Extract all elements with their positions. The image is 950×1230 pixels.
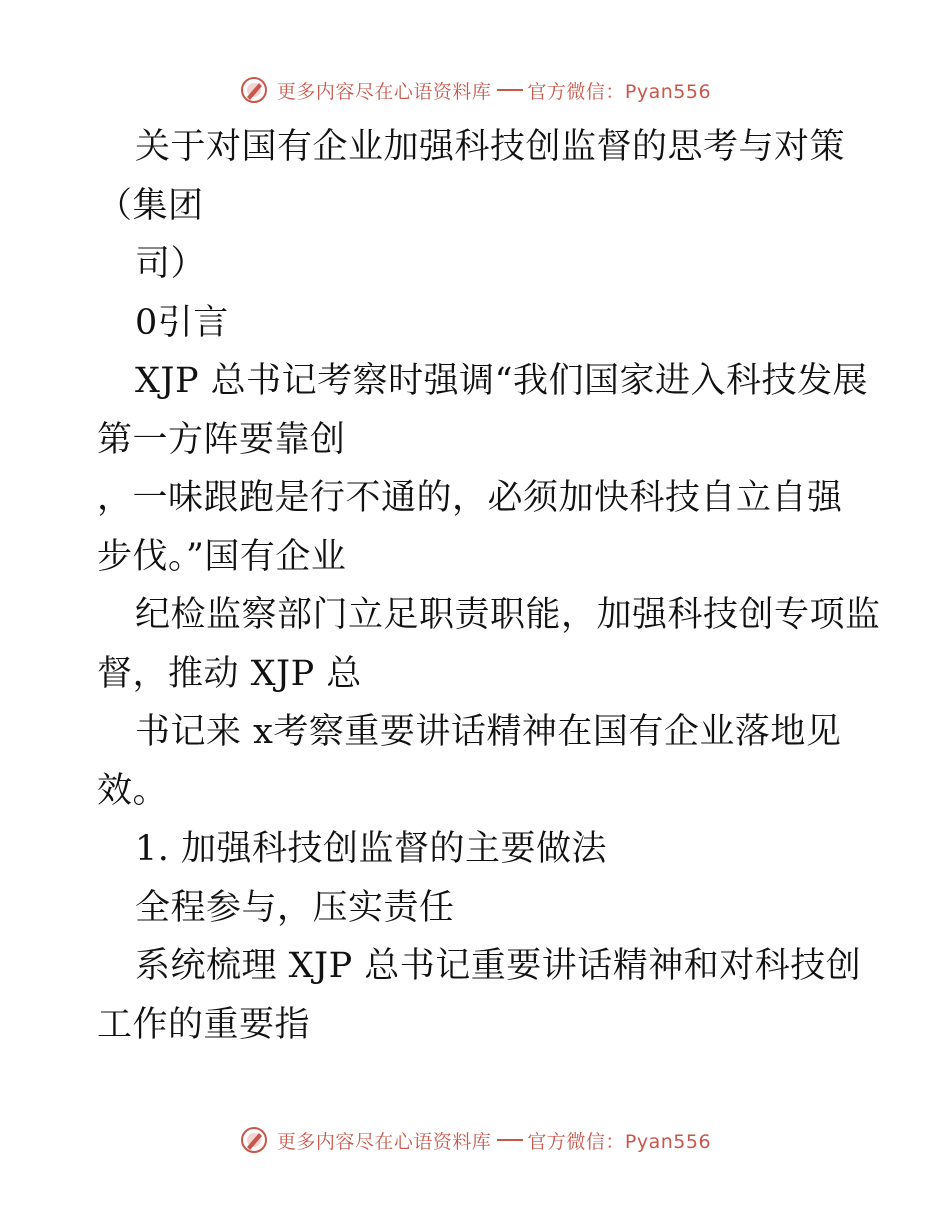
watermark-text: 更多内容尽在心语资料库 — [276, 1130, 492, 1153]
watermark-text: 更多内容尽在心语资料库 — [276, 80, 492, 103]
text-line: 书记来 x考察重要讲话精神在国有企业落地见 — [135, 712, 842, 752]
watermark-dash — [497, 1139, 523, 1141]
pen-logo-icon — [239, 1125, 269, 1155]
text-line: ，一味跟跑是行不通的，必须加快科技自立自强 — [97, 478, 843, 518]
text-line: 纪检监察部门立足职责职能，加强科技创专项监 — [135, 595, 881, 635]
text-line: 司） — [135, 244, 207, 284]
watermark-suffix: 官方微信：Pyan556 — [527, 1130, 712, 1153]
document-body — [97, 118, 881, 1054]
watermark-header — [0, 70, 950, 110]
text-line: 系统梳理 XJP 总书记重要讲话精神和对科技创 — [135, 946, 862, 986]
text-line: 效。 — [97, 770, 169, 811]
document-title: 关于对国有企业加强科技创监督的思考与对策 — [135, 127, 846, 167]
section-heading: 1. 加强科技创监督的主要做法 — [135, 829, 608, 869]
watermark-footer — [0, 1120, 950, 1160]
watermark-dash — [497, 89, 523, 91]
pen-logo-icon — [239, 75, 269, 105]
section-heading: 0引言 — [135, 302, 229, 343]
text-line: 步伐。”国有企业 — [97, 536, 347, 577]
watermark-suffix: 官方微信：Pyan556 — [527, 80, 712, 103]
text-line: 督，推动 XJP 总 — [97, 653, 362, 694]
text-line: （集团 — [97, 185, 204, 226]
text-line: 工作的重要指 — [97, 1004, 311, 1045]
text-line: XJP 总书记考察时强调“我们国家进入科技发展 — [135, 361, 869, 401]
subsection-heading: 全程参与，压实责任 — [135, 887, 455, 928]
text-line: 第一方阵要靠创 — [97, 419, 346, 460]
